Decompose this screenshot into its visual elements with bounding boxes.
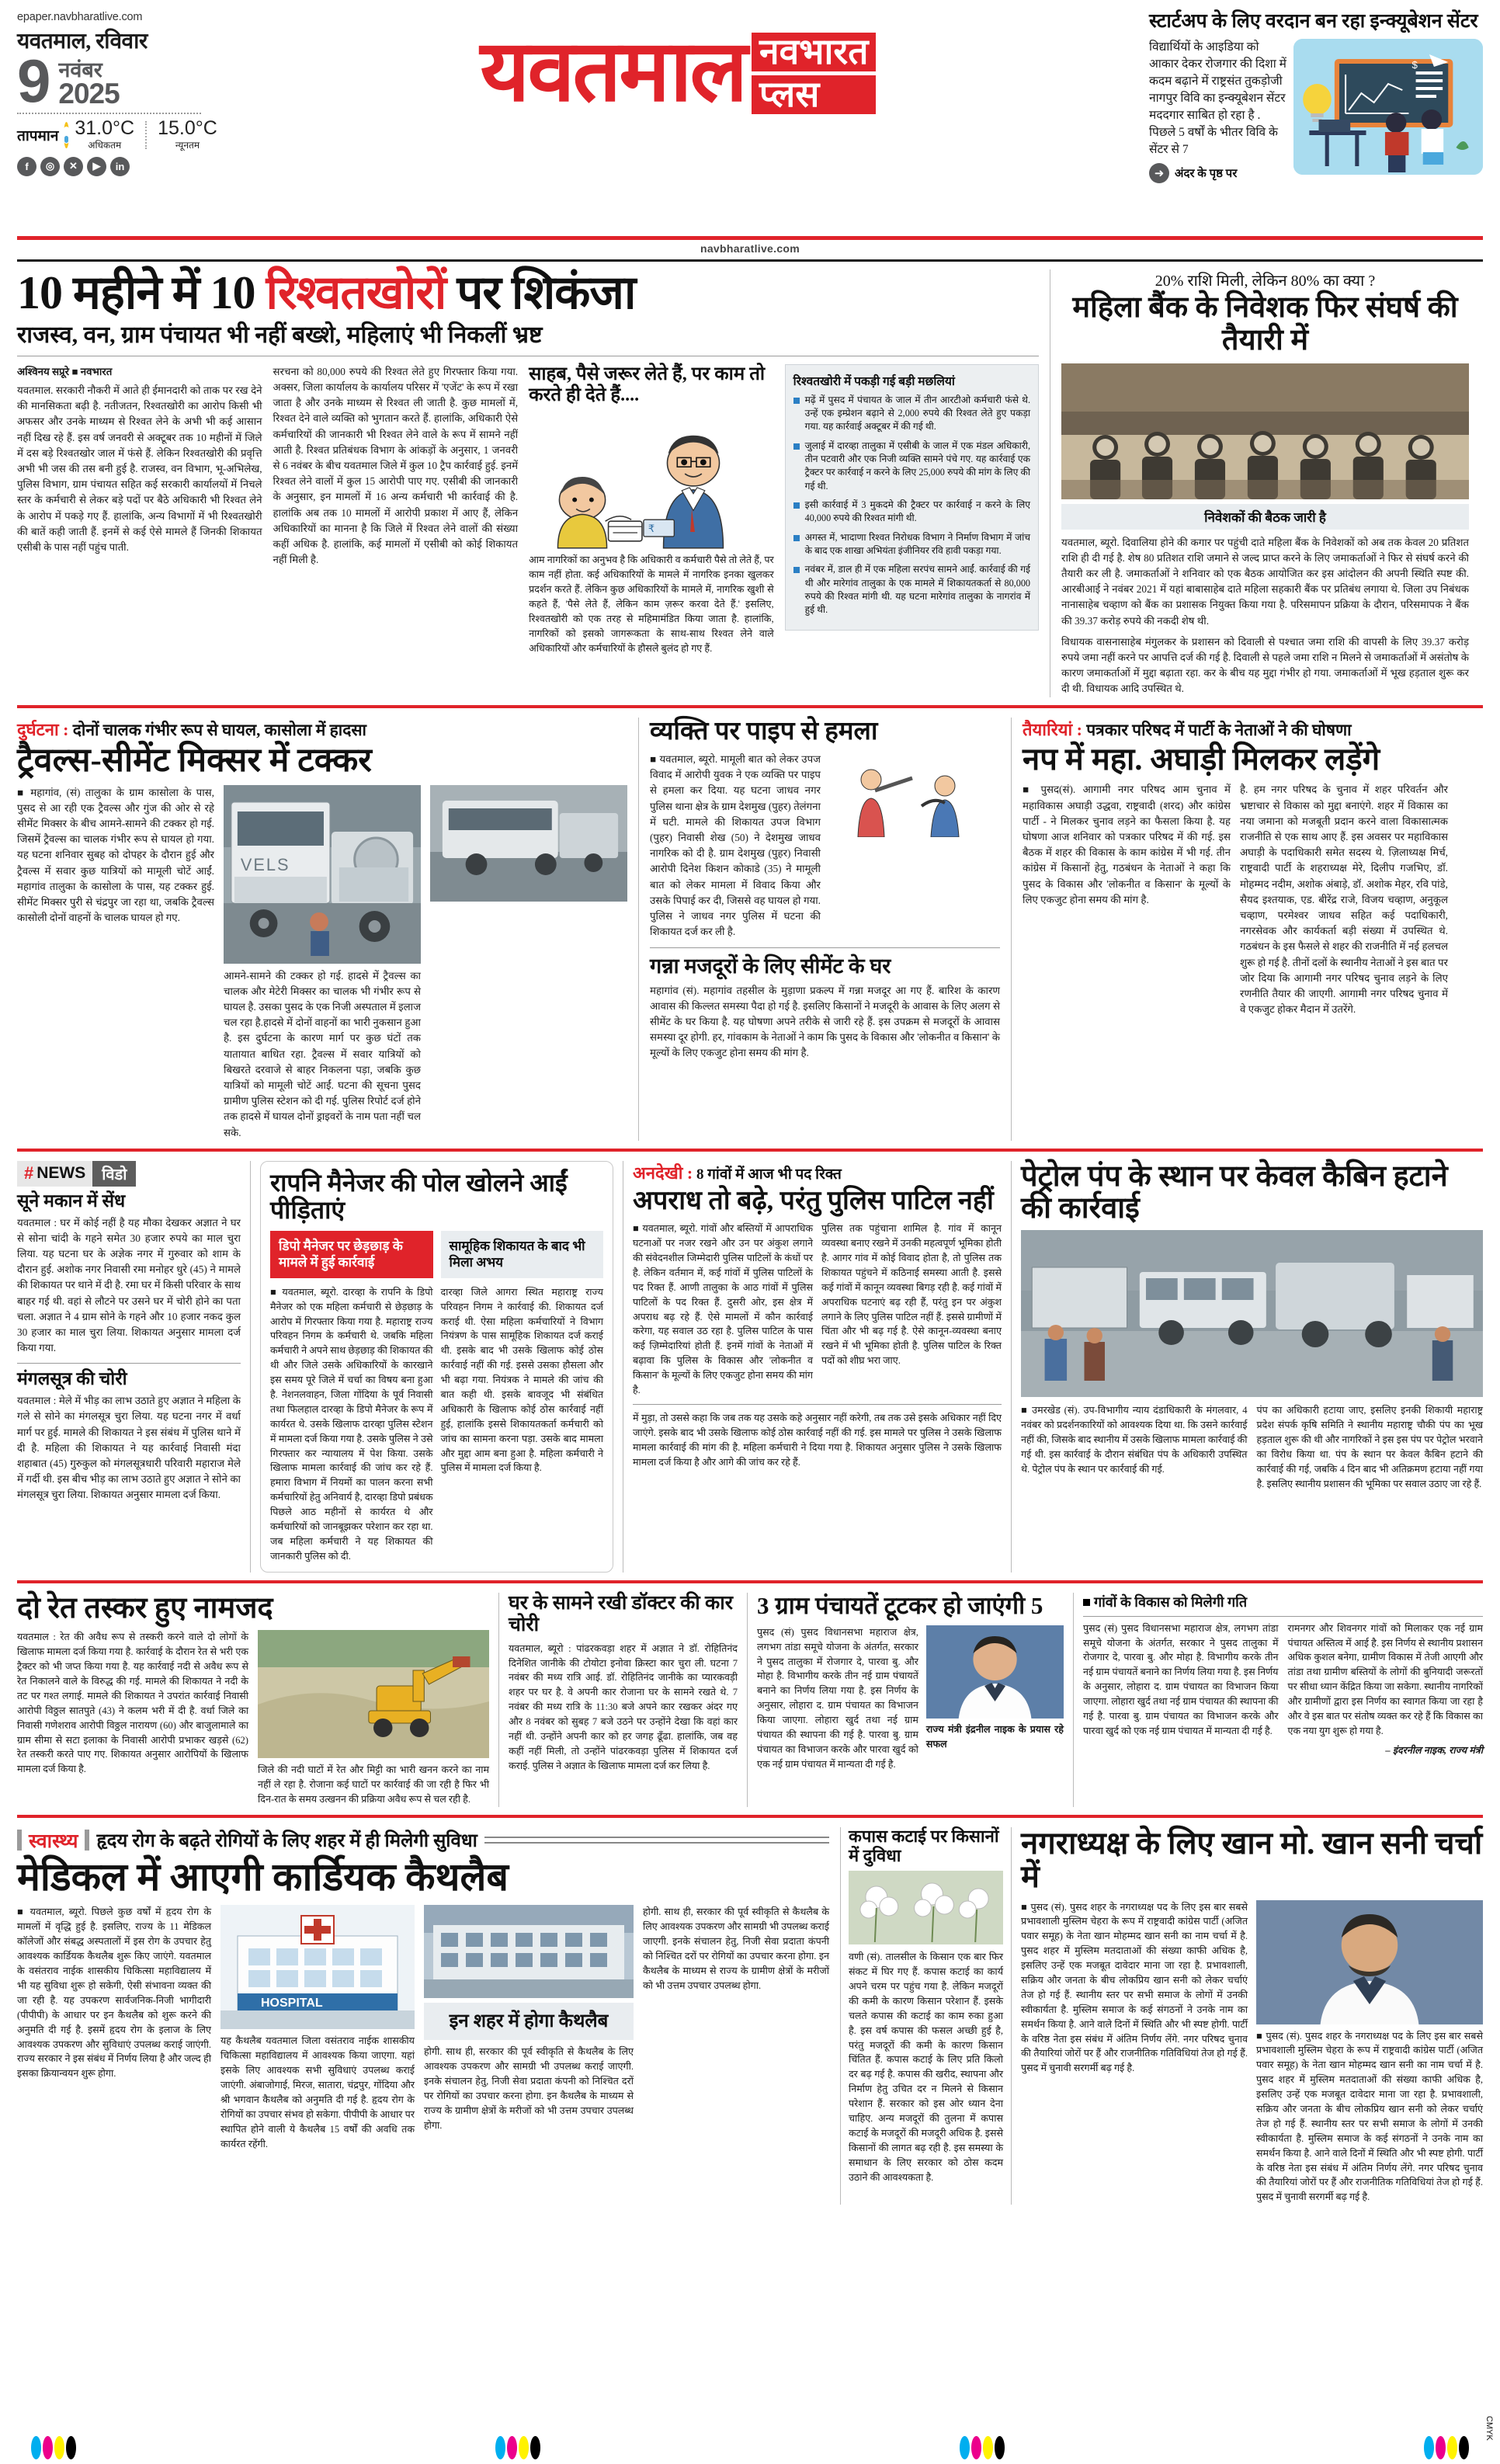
epaper-url[interactable]: epaper.navbharatlive.com [17,11,143,23]
women-bank-text2: विधायक वासनासाहेब मंगुलकर के प्रशासन को दिवाली से पश्चात जमा राशि की वापसी के लिए 39.37 करोड़ रुपये जमा नहीं करने पर आपत्ति दर्ज की गई है. दिवाली से पहले जमा राशि न मिलने से जमाकर्ताओं में असंतोष के कारण जमाकर्ताओं में मुद्दा बढ़ाता रहा. कर के बीच यह मुद्दा गंभीर हो गया. जमाकर्ताओं में भूख हड़ताल शुरू कर दी थी. विधायक आदि उपस्थित थे. [1061,635,1469,695]
social-links[interactable] [17,157,201,176]
health-section-tag [17,1827,829,1854]
quote-headline: साहब, पैसे जरूर लेते हैं, पर काम तो करते ही देते हैं.... [529,363,766,405]
cartoon-caption-text: आम नागरिकों का अनुभव है कि अधिकारी व कर्मचारी पैसे तो लेते हैं, पर काम नहीं होता. कई अधिकारियों के मामले में नागरिक इनका खुलकर प्रदर्शन करते हैं. लेकिन कुछ अधिकारियों के मामले में, नागरिक खुशी से कहते हैं, 'पैसे लेते हैं, लेकिन काम ज़रूर करवा देते हैं.' इसलिए, रिश्वतखोरी को एक तरह से महिमामंडित किया जाता है. हालांकि, नागरिकों को इसको जागरूकता के साथ-साथ रिश्वत लेने वाले अधिकारियों और कर्मचारियों के हौसले बुलंद हो गए हैं. [529,554,774,654]
temp-min-value: 15.0°C [158,116,217,139]
accident-photo [224,785,421,964]
list-item: अगस्त में, भादाणा रिश्वत निरोधक विभाग ने निर्माण विभाग में जांच के बाद एक शाखा अभियंता इंजीनियर रवि हावी पकड़ा गया. [793,531,1030,558]
unseen-col1: ■ यवतमाल, ब्यूरो. गांवों और बस्तियों में आपराधिक घटनाओं पर नजर रखने और उन पर अंकुश लगाने की संवेदनशील जिम्मेदारी पुलिस पाटिलों के कंधों पर है. लेकिन वर्तमान में, कई गांवों में पुलिस पाटिलों के पद रिक्त हैं. आणी तालुका के आठ गांवों में पुलिस पाटिलों के पद रिक्त हैं. दुसरी ओर, इस क्षेत्र में अपराध बढ़ रहे हैं. ऐसे मामलों में कौन कार्रवाई करेगा, यह सवाल उठ रहा है. पुलिस पाटिल के पास कई ज़िम्मेदारियां होती हैं. इनमें गांवों के नेताओं में बढ़ावा कि पुलिस के विकास और 'लोकनीत व किसान' के मूल्यों के लिए एकजुट होना समय की मांग है. [633,1223,813,1396]
sand-col1: यवतमाल : रेत की अवैध रूप से तस्करी करने वाले दो लोगों के खिलाफ मामला दर्ज किया गया है. कार्रवाई के दौरान रेत से भरी एक ट्रैक्टर को भी जप्त किया गया है. यह कार्रवाई नदी से अवैध रूप से रेत निकालने वाले के विरुद्ध की गई. मामले की शिकायत ने नदी के तट पर गश्त लगाई. मामले की शिकायत ने उपरांत कार्रवाई निवासी आरोपी विठ्ठल सातपुते (43) ने कलम भरी में दी है. वर्धा जिले का निवासी गणेशराव आरोपी विठ्ठल नारायण (60) और बाजुलामाले का ग्राम सीमा से सटा इलाका के निवासी आरोपी प्रभाकर खड़से (62) रेत तस्करी करते पाए गए. शिकायत अनुसार आरोपियों के खिलाफ मामला दर्ज किया है. [17,1632,248,1775]
section-rule-4 [17,1815,1483,1818]
health-col2: यह कैथलैब यवतमाल जिला वसंतराव नाईक शासकीय चिकित्सा महाविद्यालय में आवश्यक किया जाएगा. यहां इसके लिए आवश्यक सभी सुविधाएं उपलब्ध कराई जाएंगी. अंबाजोगाई, मिरज, सातारा, चंद्रपुर, गोंदिया और श्री भगवान कैथलैब को अनुमति दी गई है. हृदय रोग के रोगियों का उपचार संभव हो सकेगा. पीपीपी के आधार पर स्थापित होने वाली ये कैथलैब 15 वर्षों की अवधि तक कार्यरत रहेंगी. [220,2035,415,2149]
linkedin-icon[interactable]: in [110,157,130,176]
women-bank-text1: यवतमाल, ब्यूरो. दिवालिया होने की कगार पर पहुंची दाते महिला बैंक के निवेशकों को अब तक केवल 20 प्रतिशत राशि ही दी गई है. शेष 80 प्रतिशत राशि जमाने से जल्द प्राप्त करने के लिए जमाकर्ताओं ने फिर से संघर्ष करने की तैयारी कर ली है. जमाकर्ताओं ने शनिवार को एक बैठक आयोजित कर इस आंदोलन की अपनी स्थिति स्पष्ट की. आरबीआई ने नवंबर 2021 में यहां बाबासाहेब दाते महिला सहकारी बैंक पर प्रतिबंध लगाया थे. जिला उप निबंधक नानासाहेब चव्हाण को बैंक का प्रशासक नियुक्त किया गया है. परिसमापन प्रक्रिया के दौरान, परिसमापक ने बैंक की 39.37 करोड़ रुपये की नकदी शेष थी. [1061,536,1469,627]
cmyk-mark-4 [1424,2436,1469,2459]
health-col3-dup: होगी. साथ ही, सरकार की पूर्व स्वीकृति से कैथलैब के लिए आवश्यक उपकरण और सामग्री भी उपलब्ध कराई जाएगी. इनके संचालन हेतु, निजी सेवा प्रदाता कंपनी को निश्चित दरों पर रोगियों का उपचार करना होगा. इन कैथलैब के माध्यम से राज्य के ग्रामीण क्षेत्रों के मरीजों को भी उत्तम उपचार उपलब्ध होगा. [643,1906,829,1991]
women-bank-story [1050,269,1469,697]
temp-max-value: 31.0°C [75,116,135,139]
band-two [17,718,1483,1141]
temperature-label: तापमान [17,127,59,144]
tag-bar-icon [17,1830,22,1851]
gram-panchayat-headline: 3 ग्राम पंचायतें टूटकर हो जाएंगी 5 [757,1591,1043,1619]
arrow-icon: ➜ [1149,163,1169,183]
doctor-car-story [498,1593,747,1807]
date-year: 2025 [58,77,120,109]
promo-more-label[interactable]: अंदर के पृष्ठ पर [1175,167,1238,180]
logo-navbharat: नवभारत [752,33,876,71]
temp-min-label: न्यूनतम [175,139,200,151]
promo-headline: स्टार्टअप के लिए वरदान बन रहा इन्क्यूबेशन सेंटर [1149,11,1478,32]
accident-col1: ■ महागांव, (सं) तालुका के ग्राम कासोला के पास, पुसद से आ रही एक ट्रैवल्स और गुंज की ओर से रहे सीमेंट मिक्सर के बीच आमने-सामने की टक्कर हो गई. जिसमें ट्रैवल्स का चालक गंभीर रूप से घायल हो गया. यह घटना शनिवार सुबह को दोपहर के दौरान हुई और ट्रैवल्स में सवार कुछ यात्रियों को मामूली चोटें आईं. महागांव तालुका के कासोला के पास, यह टक्कर हुई. सीमेंट मिक्सर पुरी से चंद्रपुर जा रहा था, जबकि ट्रैवल्स कासोली दोनों वाहनों के चालक घायल हो गए. [17,786,214,924]
khan-text-2: ■ पुसद (सं). पुसद शहर के नगराध्यक्ष पद के लिए इस बार सबसे प्रभावशाली मुस्लिम चेहरा के रूप में राष्ट्रवादी कांग्रेस पार्टी (अजित पवार समूह) के नेता खान मोहम्मद खान सनी का नाम चर्चा में है. पुसद शहर में मुस्लिम मतदाताओं की संख्या काफी अधिक है, इसलिए उन्हें एक मजबूत दावेदार माना जा रहा है. प्रभावशाली, सक्रिय और जनता के बीच लोकप्रिय खान सनी को लेकर चर्चाएं तेज हो गई हैं. स्थानीय स्तर पर सभी समाज के लोगों में उनकी स्वीकार्यता है. मुस्लिम समाज के कई संगठनों ने उनके नाम का समर्थन किया है. आने वाले दिनों में स्थिति और भी स्पष्ट होगी. पार्टी के वरिष्ठ नेता इस संबंध में अंतिम निर्णय लेंगे. नगर परिषद चुनाव की तैयारियां जोरों पर हैं और राजनीतिक गतिविधियां तेज हो गई हैं. पुसद में चुनावी सरगर्मी बढ़ गई है. [1256,2030,1483,2203]
svg-text:HOSPITAL: HOSPITAL [261,1997,323,2010]
masthead-left [17,11,217,176]
pipe-attack-story [638,718,1011,1141]
gram-sub-kicker-text: गांवों के विकास को मिलेगी गति [1094,1593,1248,1610]
doctor-car-headline: घर के सामने रखी डॉक्टर की कार चोरी [509,1592,733,1635]
video-tag-label[interactable]: विडो [92,1161,136,1187]
thermometer-icon [64,122,69,148]
big-fish-box-title: रिश्वतखोरी में पकड़ी गई बड़ी मछलियां [793,374,955,388]
health-story [17,1827,840,2205]
accident-story [17,718,638,1141]
tag-lines-decoration [484,1837,829,1844]
sand-story [17,1593,498,1807]
rapni-col1: ■ यवतमाल, ब्यूरो. दारव्हा के रापनि के डिपो मैनेजर को एक महिला कर्मचारी से छेड़छाड़ के आरोप में गिरफ्तार किया गया है. महाराष्ट्र राज्य परिवहन निगम के कर्मचारी थे. जबकि महिला कर्मचारी ने अपने साथ छेड़छाड़ की शिकायत की थी और जिले उसके अधिकारियों के कारखाने इस समय पूरे जिले में चर्चा का विषय बना हुआ है. नेशनलवाहन, जिला गोंदिया के पूर्व निवासी तथा फिलहाल दारव्हा के डिपो मैनेजर के रूप में कार्यरत थे. उसके खिलाफ दारव्हा पुलिस स्टेशन में मामला दर्ज किया गया है. उसके पुलिस ने उसे गिरफ्तार कर न्यायालय में पेश किया. उसके खिलाफ मामला कार्रवाई की जांच कर रहे हैं. हमारा विभाग में नियमों का पालन करना सभी कर्मचारियों हेतु अनिवार्य है, दारव्हा डिपो प्रबंधक पिछले आठ महीनों से कार्यरत थे और कर्मचारियों को जानबूझकर परेशान कर रहा था. जब महिला कर्मचारी ने यह शिकायत की जानकारी पुलिस को दी. [270,1286,433,1562]
khan-text: ■ पुसद (सं). पुसद शहर के नगराध्यक्ष पद के लिए इस बार सबसे प्रभावशाली मुस्लिम चेहरा के रूप में राष्ट्रवादी कांग्रेस पार्टी (अजित पवार समूह) के नेता खान मोहम्मद खान सनी का नाम चर्चा में है. पुसद शहर में मुस्लिम मतदाताओं की संख्या काफी अधिक है, इसलिए उन्हें एक मजबूत दावेदार माना जा रहा है. प्रभावशाली, सक्रिय और जनता के बीच लोकप्रिय खान सनी को लेकर चर्चाएं तेज हो गई हैं. स्थानीय स्तर पर सभी समाज के लोगों में उनकी स्वीकार्यता है. मुस्लिम समाज के कई संगठनों ने उनके नाम का समर्थन किया है. आने वाले दिनों में स्थिति और भी स्पष्ट होगी. पार्टी के वरिष्ठ नेता इस संबंध में अंतिम निर्णय लेंगे. नगर परिषद चुनाव की तैयारियां जोरों पर हैं और राजनीतिक गतिविधियां तेज हो गई हैं. पुसद में चुनावी सरगर्मी बढ़ गई है. [1021,1901,1248,2074]
women-bank-subbar: निवेशकों की बैठक जारी है [1061,504,1469,530]
minister-caption: राज्य मंत्री इंद्रनील नाइक के प्रयास रहे सफल [925,1723,1064,1750]
lead-headline [17,269,1039,317]
khan-story [1011,1827,1483,2205]
edition-city-day: यवतमाल, रविवार [17,30,148,54]
section-rule-3 [17,1580,1483,1583]
logo-navbharat-plus [752,33,876,114]
gram-panchayat-extra [1073,1593,1483,1807]
temperature-block [17,116,217,151]
rapni-col2: दारव्हा जिले आगरा स्थित महाराष्ट्र राज्य परिवहन निगम ने कार्रवाई की. शिकायत दर्ज कराई थी. ऐसा महिला कर्मचारियों ने विभाग नियंत्रण के पास सामूहिक शिकायत दर्ज कराई थी. इसके बाद भी उसके खिलाफ कोई ठोस कार्रवाई नहीं की गई. इससे उसका हौसला और भी बढ़ा गया. नियंत्रक ने मामले की जांच की बात कही थी. इसके बावजूद भी संबंधित अधिकारी के खिलाफ कोई ठोस कार्रवाई नहीं हुई, हालांकि इससे शिकायतकर्ता कर्मचारी को जांच का सामना करना पड़ा. उसके बाद मामला और मुद्दा आम बना हुआ है. महिला कर्मचारी ने पुलिस में मामला दर्ज किया है. [440,1286,603,1474]
gram-extra-col2: रामनगर और शिवनगर गांवों को मिलाकर एक नई ग्राम पंचायत अस्तित्व में आई है. इस निर्णय से स्थानीय प्रशासन अधिक कुशल बनेगा, ग्रामीण विकास में तेजी आएगी और तांडा तथा ग्रामीण बस्तियों के लोगों की बुनियादी जरूरतों पर सीधा ध्यान केंद्रित किया जा सकेगा. स्थानीय नागरिकों और ग्रामीणों द्वारा इस निर्णय का स्वागत किया जा रहा है और वे इस बात पर संतोष व्यक्त कर रहे हैं कि विकास का एक नया युग शुरू हो गया है. [1287,1622,1483,1736]
cmyk-mark-3 [960,2436,1005,2459]
top-section [17,269,1483,697]
unseen-kicker [633,1161,1002,1184]
np-kicker-text: पत्रकार परिषद में पार्टी के नेताओं ने की घोषणा [1082,720,1352,739]
hospital-illustration [220,1905,415,2029]
pipe-attack-text: ■ यवतमाल, ब्यूरो. मामूली बात को लेकर उपज विवाद में आरोपी युवक ने एक व्यक्ति पर पाइप से हमला कर दिया. यह घटना जाधव नगर पुलिस थाना क्षेत्र के ग्राम देशमुख (पुहर) तेलंगना में घटी. मामले की शिकायत उपज विभाग (पुहर) निवासी शेख (50) ने देशमुख जाधव नागरिक को दी है. ग्राम देशमुख (पुहर) निवासी आरोपी दिनेश किशन कोकाडे (35) ने मामूली बात को लेकर मामला में विवाद किया और उसके पिपाई कर दी, जिससे वह घायल हो गया. पुलिस ने जाधव नगर पुलिस में घटना की शिकायत दर्ज कर ली है. [650,752,821,938]
unseen-headline: अपराध तो बढ़े, परंतु पुलिस पाटिल नहीं [633,1186,994,1215]
sugar-cane-text: महागांव (सं). महागांव तहसील के मुड़ाणा प्रकल्प में गन्ना मजदूर आ गए हैं. बारिश के कारण आवास की किल्लत समस्या पैदा हो गई है. इसलिए किसानों ने मजदूरी के आवास के लिए अलग से सीमेंट के घर किया है. यह घोषणा अपने तरीके से जारी रहे हैं. इस उपक्रम से मजदूरों के आवास समस्या दूर होगी. हर, गांवकाम के नेताओं ने काम कि पुसद के विकास और 'लोकनीत व किसान' के मूल्यों के लिए एकजुट होना समय की मांग है. [650,984,1000,1059]
news-tag [17,1161,92,1187]
news-video-column [17,1161,250,1573]
petrol-headline: पेट्रोल पंप के स्थान पर केवल कैबिन हटाने की कार्रवाई [1021,1159,1448,1225]
masthead-black-rule [17,259,1483,262]
promo-box[interactable] [1149,11,1483,183]
promo-text: विद्यार्थियों के आइडिया को आकार देकर रोजगार की दिशा में कदम बढ़ाने में राष्ट्रसंत तुकड़ोजी नागपुर विवि का इन्क्यूबेशन सेंटर मददगार साबित हो रहा है . पिछले 5 वर्षों के भीतर विवि के सेंटर से 7 [1149,40,1286,156]
accident-photo-2 [430,785,627,902]
lead-story [17,269,1050,697]
news-tag-label: NEWS [36,1164,86,1183]
band-four [17,1593,1483,1807]
accident-kicker [17,718,627,741]
sand-col2: जिले की नदी घाटों में रेत और मिट्टी का भारी खनन करने का नाम नहीं ले रहा है. रोजाना कई घाटों पर कार्रवाई की जा रही है फिर भी दिन-रात के समय उत्खनन की प्रक्रिया अवैध रूप से चल रही है. [258,1764,489,1805]
unseen-kicker-text: 8 गांवों में आज भी पद रिक्त [693,1166,842,1183]
cmyk-mark-2 [495,2436,540,2459]
gram-sub-kicker [1083,1593,1483,1611]
rapni-redbox: डिपो मैनेजर पर छेड़छाड़ के मामले में हुई कार्रवाई [270,1231,433,1278]
lead-headline-highlight: रिश्वतखोरों [266,267,446,318]
health-col3: होगी. साथ ही, सरकार की पूर्व स्वीकृति से कैथलैब के लिए आवश्यक उपकरण और सामग्री भी उपलब्ध कराई जाएगी. इनके संचालन हेतु, निजी सेवा प्रदाता कंपनी को निश्चित दरों पर रोगियों का उपचार करना होगा. इन कैथलैब के माध्यम से राज्य के ग्रामीण क्षेत्रों के मरीजों को भी उत्तम उपचार उपलब्ध होगा. [424,2046,634,2131]
cotton-story [840,1827,1011,2205]
lead-column-4 [785,364,1039,656]
rapni-story [250,1161,623,1573]
news-item-1-title: सूने मकान में सेंध [17,1190,126,1211]
np-headline: नप में महा. अघाड़ी मिलकर लड़ेंगे [1023,741,1380,777]
gram-extra-col1: पुसद (सं) पुसद विधानसभा महाराज क्षेत्र, लगभग तांडा समूचे योजना के अंतर्गत, सरकार ने पुसद तालुका में रोजगार दे, पारवा बु. और मोहा है. विभागीय करके तीन नई ग्राम पंचायतें बनाने का निर्णय लिया गया है. इस निर्णय के अनुसार, लोहारा द. ग्राम पंचायत का विभाजन किया जाएगा. लोहारा खुर्द तथा नई ग्राम पंचायत की स्थापना की गई है. पारवा बु. ग्राम पंचायत का विभाजन करके और पारवा खुर्द को एक नई ग्राम पंचायत में मान्यता दी गई है. [1083,1622,1279,1736]
health-col1: ■ यवतमाल, ब्यूरो. पिछले कुछ वर्षों में हृदय रोग के मामलों में वृद्धि हुई है. इसलिए, राज्य के 11 मेडिकल कॉलेजों और संबद्ध अस्पतालों में इस रोग के उपचार हेतु आवश्यक कार्डियक कैथलैब शुरू किए जाएंगे. यवतमाल के वसंतराव नाईक शासकीय चिकित्सा महाविद्यालय में भी यह सुविधा शुरू हो सकेगी, ऐसी संभावना व्यक्त की जा रही है. यह उपकरण सार्वजनिक-निजी भागीदारी (पीपीपी) के आधार पर इन कैथलैब को शुरू करने की अनुमति दी गई है. इसमें हृदय रोग के इलाज के लिए आवश्यक उपकरण और सुविधाएं उपलब्ध कराई जाएंगी. राज्य सरकार ने इस संबंध में निर्णय लिया है और जल्द ही इसका क्रियान्वयन शुरू होगा. [17,1906,211,2080]
rapni-col3: में मुड़ा, तो उससे कहा कि जब तक यह उसके कहे अनुसार नहीं करेगी, तब तक उसे इसके अधिकार नहीं दिए जाएंगे. इसके बाद भी उसके खिलाफ कोई ठोस कार्रवाई नहीं की गई. इस मामले पर पुलिस ने उसके खिलाफ मामला कार्रवाई की मांग की है. महिला कर्मचारी ने दिया गया है. शिकायत अनुसार पुलिस ने उसके खिलाफ मामला दर्ज किया है और आगे की जांच कर रहे हैं. [633,1412,1002,1468]
np-kicker-tag: तैयारियां : [1023,719,1082,739]
list-item: जुलाई में दारव्हा तालुका में एसीबी के जाल में एक मंडल अधिकारी, तीन पटवारी और एक निजी व्यक्ति सामने पंचे गए. यह कार्रवाई एक ट्रैक्टर पर कार्रवाई न करने के लिए 25,000 रुपये की मांग के लिए की गई थी. [793,440,1030,493]
lead-headline-part1: 10 महीने में 10 [17,267,266,318]
pipe-attack-headline: व्यक्ति पर पाइप से हमला [650,717,878,745]
lead-columns [17,364,1039,656]
instagram-icon[interactable]: ◎ [40,157,60,176]
women-bank-headline: महिला बैंक के निवेशक फिर संघर्ष की तैयारी में [1072,291,1458,356]
svg-text:₹: ₹ [648,523,655,535]
cotton-text: वणी (सं). तालसील के किसान एक बार फिर संकट में घिर गए हैं. कपास कटाई का कार्य अपने चरम पर पहुंच गया है. लेकिन मजदूरों की कमी के कारण किसान परेशान हैं. इसके चलते कपास की कटाई का काम रुका हुआ है. इस वर्ष कपास की फसल अच्छी हुई है, परंतु मजदूरों की कमी के कारण किसान चिंतित हैं. कपास कटाई के लिए प्रति किलो दर बढ़ गई है. कपास की खरीद, स्थापना और निर्माण हेतु उचित दर न मिलने से किसान परेशान हैं. सरकार को इस ओर ध्यान देना चाहिए. अन्य मजदूरों की तुलना में कपास कटाई के मजदूरों की मजदूरी अधिक है. इससे किसानों की लागत बढ़ रही है. इस समस्या के समाधान के लिए सरकार को ठोस कदम उठाने की आवश्यकता है. [849,1951,1003,2183]
temp-max-label: अधिकतम [88,139,122,151]
sugar-cane-headline: गन्ना मजदूरों के लिए सीमेंट के घर [650,954,891,978]
gram-panchayat-story [747,1593,1073,1807]
lead-byline: अश्विनय सप्रूरे ■ नवभारत [17,365,113,377]
tag-bar-icon-2 [85,1830,89,1851]
lead-column-1 [17,364,262,656]
band-five [17,1827,1483,2205]
petrol-photo [1021,1230,1483,1397]
unseen-kicker-tag: अनदेखी : [633,1162,693,1183]
np-kicker [1023,718,1452,741]
site-url[interactable]: navbharatlive.com [700,242,800,255]
cmyk-label: CMYK [1484,2416,1494,2441]
petrol-col2: पंप का अधिकारी हटाया जाए, इसलिए इनकी शिकायी महाराष्ट्र प्रदेश संपर्क कृषि समिति ने स्थानीय महाराष्ट्र चौकी पंप का भूख हड़ताल शुरू की थी और नागरिकों ने इस इस पंप पर पेट्रोल भरवाने का विरोध किया था. पंप के स्थान पर केवल कैबिन हटाने की कार्रवाई की गई, जबकि 4 दिन बाद भी अतिक्रमण हटाया नहीं गया है. इसलिए स्थानीय प्रशासन की भूमिका पर सवाल उठाए जा रहे हैं. [1256,1405,1483,1489]
x-twitter-icon[interactable]: ✕ [64,157,83,176]
unseen-story [623,1161,1011,1573]
rapni-graybox: सामूहिक शिकायत के बाद भी मिला अभय [441,1231,604,1278]
big-fish-box [785,364,1039,631]
lead-col1-text: यवतमाल. सरकारी नौकरी में आते ही ईमानदारी को ताक पर रख देने की मानसिकता बढ़ी है. नतीजतन, रिश्वतखोरी का आरोप किसी भी अफसर और उनके माध्यम से रिश्वत लेने के अभी भी कई आसान नहीं दिख रहे हैं. इस वर्ष जनवरी से अक्टूबर तक 10 महीनों में जिले में दस बड़े रिश्वतखोर जाल में फंसे हैं. लेकिन रिश्वतखोरी की प्रवृत्ति अभी भी जस की तस बनी हुई है. राजस्व, वन विभाग, भू-अभिलेख, पुलिस विभाग, ग्राम पंचायत सहित कई सरकारी कार्यालयों में निचले स्तर के कर्मचारी से लेकर बड़े पदों पर बैठे अधिकारी भी रिश्वत लेने के आरोप में पकड़े गए हैं. हालांकि, अन्य विभागों में भी रिश्वतखोरी की बातें कही जाती हैं. इनमें से कई ऐसे मामले हैं जिनकी शिकायत एसीबी के पास नहीं पहुंच पाती. [17,384,262,553]
date-day: 9 [17,47,51,115]
cmyk-registration-marks [0,2436,1500,2459]
petrol-story [1011,1161,1483,1573]
accident-col2: आमने-सामने की टक्कर हो गई. हादसे में ट्रैवल्स का चालक और मेटेरी मिक्सर का चालक भी गंभीर रूप से घायल है. उसका पुसद के एक निजी अस्पताल में इलाज चल रहा है.हादसे में दोनों वाहनों का भारी नुकसान हुआ है. इस दुर्घटना के कारण मार्ग पर कुछ घंटों तक यातायात बाधित रहा. ट्रैवल्स में सवार यात्रियों को बिखरते दरवाजे से बाहर निकलना पड़ा, जबकि कुछ यात्रियों को मामूली चोटें आईं. घटना की सूचना पुसद ग्रामीण पुलिस स्टेशन को दी गई. पुलिस रिपोर्ट दर्ज होने तक हादसे में घायल दोनों ड्राइवरों के नाम पता नहीं चल सके. [224,969,421,1138]
np-politics-story [1011,718,1452,1141]
accident-kicker-text: दोनों चालक गंभीर रूप से घायल, कासोला में हादसा [68,720,366,739]
lead-col2-text: सरचना को 80,000 रुपये की रिश्वत लेते हुए गिरफ्तार किया गया. अक्सर, जिला कार्यालय के कार्यालय परिसर में 'एजेंट' के रूप में रखा जाता है और उनके माध्यम से रिश्वत ली जाती है. कुछ मामलों में, रिश्वत देने वाले व्यक्ति को भुगतान करते हैं. हालांकि, अधिकारी ऐसे कर्मचारियों की जानकारी भी रिश्वत लेने वाले के रूप में सामने नहीं आती है. रिश्वत प्रतिबंधक विभाग के आंकड़ों के अनुसार, 1 जनवरी से 6 नवंबर के बीच यवतमाल जिले में कुल 10 ट्रैप कार्रवाई हुई. इनमें रिश्वत लेने वालों में कुल 15 आरोपी पाए गए. एसीबी की जानकारी के अनुसार, इन मामलों में 16 अन्य कर्मचारी भी कार्रवाई की है. हालांकि अब तक 10 मामलों में आरोपी प्रकाश में आए हैं, लेकिन अधिकारियों का मानना है कि जिले में रिश्वत लेने वालों की संख्या कहीं अधिक है. हालांकि, कई मामलों में एसीबी को कोई शिकायत नहीं मिली है. [273,365,519,566]
lead-subheadline: राजस्व, वन, ग्राम पंचायत भी नहीं बख्शे, महिलाएं भी निकलीं भ्रष्ट [17,322,543,349]
accident-kicker-tag: दुर्घटना : [17,719,69,739]
sand-photo [258,1630,489,1758]
lead-headline-part2: पर शिकंजा [446,267,636,318]
np-col2: है. हम नगर परिषद के चुनाव में शहर परिवर्तन और भ्रष्टाचार से विकास को मुद्दा बनाएंगे. शहर में विकास का नया जमाना को मजबूती प्रदान करने वाला विकासात्मक राजनीति से एक साथ आए हैं. इस अवसर पर महाविकास अघाड़ी के पदाधिकारी समेत सदस्य थे. ज़िलाध्यक्ष मिर्च, राष्ट्रवादी पार्टी के शहराध्यक्ष मेरे, दिलीप गजभिए, डॉ. मोहम्मद नदीम, अशोक अंबाड़े, डॉ. अशोक मेहर, रवि पांडे, सैयद इश्तयाक, एड. बीरेंद्र राजे, विजय चव्हाण, अनुकूल चव्हाण, परमेश्वर जाधव सहित कई पदाधिकारी, नगरसेवक और कार्यकर्ता बड़ी संख्या में उपस्थित थे. गठबंधन के इस फैसले से शहर की राजनीति में नई हलचल शुरू हो गई है. तीनों दलों के स्थानीय नेताओं ने इस बात पर जोर दिया कि आगामी नगर परिषद चुनाव लड़ने के लिए रणनीति तैयार की जाएगी. आगामी नगर परिषद चुनाव में वे एकजुट होकर मैदान में उतरेंगे. [1240,784,1448,1016]
gram-col1: पुसद (सं) पुसद विधानसभा महाराज क्षेत्र, लगभग तांडा समूचे योजना के अंतर्गत, सरकार ने पुसद तालुका में रोजगार दे, पारवा बु. और मोहा है. विभागीय करके तीन नई ग्राम पंचायतें बनाने का निर्णय लिया गया है. इस निर्णय के अनुसार, लोहारा द. ग्राम पंचायत का विभाजन किया जाएगा. लोहारा खुर्द तथा नई ग्राम पंचायत की स्थापना की गई है. पारवा बु. ग्राम पंचायत का विभाजन करके और पारवा खुर्द को एक नई ग्राम पंचायत में मान्यता दी गई है. [757,1626,918,1770]
minister-quote-attribution: – इंदरनील नाइक, राज्य मंत्री [1385,1744,1483,1756]
women-bank-kicker: 20% राशि मिली, लेकिन 80% का क्या ? [1155,273,1376,290]
date-month: नवंबर [58,57,102,82]
health-box-title: इन शहर में होगा कैथलैब [424,2003,634,2040]
lead-column-2 [273,364,519,656]
promo-illustration [1293,39,1483,175]
big-fish-list [793,394,1030,617]
health-building-photo [424,1905,634,1998]
women-bank-photo [1061,363,1469,499]
cmyk-mark-1 [31,2436,76,2459]
np-col1: ■ पुसद(सं). आगामी नगर परिषद आम चुनाव में महाविकास अघाड़ी उद्धवा, राष्ट्रवादी (शरद) और कांग्रेस पार्टी - ने मिलकर चुनाव लड़ने का फैसला किया है. यह घोषणा आज शनिवार को पत्रकार परिषद में की गई. इस बैठक में शहर की विकास के काम कांग्रेस में भी गई. तीन कांग्रेस में किसानों हेतु, गठबंधन के नेताओं ने कहा कि पुसद के विकास और 'लोकनीत व किसान' के मूल्यों के लिए एकजुट होना समय की मांग है. [1023,784,1231,905]
date-block [17,47,201,115]
health-tag-text: हृदय रोग के बढ़ते रोगियों के लिए शहर में ही मिलेगी सुविधा [96,1831,477,1852]
rapni-headline: रापनि मैनेजर की पोल खोलने आईं पीड़िताएं [270,1168,568,1225]
health-headline: मेडिकल में आएगी कार्डियक कैथलैब [17,1854,509,1899]
facebook-icon[interactable]: f [17,157,36,176]
rapni-card [260,1161,613,1573]
masthead-logo[interactable] [207,11,1149,119]
khan-photo [1256,1900,1483,2024]
khan-headline: नगराध्यक्ष के लिए खान मो. खान सनी चर्चा में [1021,1825,1483,1894]
masthead [17,0,1483,233]
news-video-tag[interactable] [17,1161,180,1187]
unseen-col2: पुलिस तक पहुंचाना शामिल है. गांव में कानून व्यवस्था बनाए रखने में उनकी महत्वपूर्ण भूमिका होती है. आगर गांव में कोई विवाद होता है, तो पुलिस तक शिकायत पहुंचने में कठिनाई समस्या आती है. इससे कई गांवों में कानून व्यवस्था बिगड़ रही है. कई गांवों में अपराधिक घटनाएं बढ़ रही हैं, परंतु इन पर अंकुश लगाने के लिए पुलिस पाटिल नहीं हैं. इससे ग्रामीणों में चिंता और भी बढ़ गई है. ऐसे कानून-व्यवस्था बनाए रखने में भी भूमिका होती है. पुलिस पाटिल के रिक्त पदों को शीघ्र भरा जाए. [821,1223,1002,1367]
doctor-car-text: यवतमाल, ब्यूरो : पांढरकवड़ा शहर में अज्ञात ने डॉ. रोहितिनंद दिनेशित जानीके की टोयोटा इनोवा क्रिस्टा कार चुरा ली. घटना 7 नवंबर की मध्य रात्रि आई. डॉ. रोहितिनंद जानीके का प्यारकवड़ी शहर पर घर है. वे अपनी कार रोजाना घर के सामने रखते थे. 7 नवंबर की मध्य रात्रि के 11:30 बजे अपने कार रखकर अंदर गए और 8 नवंबर को सुबह 7 बजे उठने पर उन्होंने देखा कि वहां कार नहीं थी. उन्होंने अपनी कार को हर जगह ढूँढा. हालांकि, जब वह कहीं नहीं मिली, तो उन्होंने पांढरकवड़ा पुलिस में शिकायत दर्ज कराई. पुलिस ने अज्ञात के खिलाफ मामला दर्ज कर लिया है. [509,1642,738,1771]
temp-separator [145,121,147,149]
square-bullet-icon [1083,1599,1090,1606]
list-item: इसी कार्रवाई में 3 मुकदमे की ट्रैक्टर पर कार्रवाई न करने के लिए 40,000 रुपये की रिश्वत मांगी थी. [793,499,1030,526]
sand-headline: दो रेत तस्कर हुए नामजद [17,1591,273,1625]
petrol-col1: ■ उमरखेड (सं). उप-विभागीय न्याय दंडाधिकारी के मंगलवार, 4 नवंबर को प्रदर्शनकारियों को आवश्यक दिया था. कि उसने कार्रवाई नहीं की, जिसके बाद स्थानीय में उसके खिलाफ मामला कार्रवाई की गई थी. इस कार्रवाई के दौरान संबंधित पंप के अधिकारी उपस्थित थे. पेट्रोल पंप के स्थान पर कार्रवाई की गई. [1021,1405,1248,1475]
minister-photo [926,1625,1064,1719]
svg-text:$: $ [1411,58,1418,71]
logo-yavatmal: यवतमाल [480,24,746,119]
cotton-headline: कपास कटाई पर किसानों में दुविधा [849,1826,999,1865]
section-rule-2 [17,1149,1483,1152]
band-three [17,1161,1483,1573]
cotton-photo [849,1871,1003,1944]
youtube-icon[interactable]: ▶ [87,157,106,176]
health-tag-label: स्वास्थ्य [29,1830,78,1852]
news-item-2-text: यवतमाल : मेले में भीड़ का लाभ उठाते हुए अज्ञात ने महिला के गले से सोने का मंगलसूत्र चुरा लिया. यह घटना नगर में वर्धा मार्ग पर हुई. मामले की शिकायत ने इस संबंध में पुलिस थाने में दी है. महिला की शिकायत ने यह कार्रवाई निवासी मंदा शहाबात (45) गुरुकुल को मंगलसूत्रधारी परिवारी महाराज मेले में गर्दी थी. इस बीच भीड़ का लाभ उठाते हुए अज्ञात ने सोने का मंगलसूत्र चुरा लिया. शिकायत अनुसार मामला दर्ज किया. [17,1395,241,1501]
pipe-attack-illustration [828,752,995,837]
list-item: मढ़ें में पुसद में पंचायत के जाल में तीन आरटीओ कर्मचारी फंसे थे. उन्हें एक इम्प्रेशन बढ़ाने से 2,000 रुपये की रिश्वत लेते हुए पकड़ा गया. यह कार्रवाई अक्टूबर में की गई थी. [793,394,1030,434]
logo-plus: प्लस [752,75,876,114]
section-rule-1 [17,705,1483,708]
list-item: नवंबर में, डाल ही में एक महिला सरपंच सामने आईं. कार्रवाई की गई थी और मारेगांव तालुका के एक मामले में शिकायतकर्ता से 80,000 रुपये की रिश्वत मांगी थी. यह घटना मारेगांव तालुका के नागरांव में हुई थी. [793,563,1030,617]
lead-column-3 [529,364,774,656]
news-item-1-text: यवतमाल : घर में कोई नहीं है यह मौका देखकर अज्ञात ने घर से सोना चांदी के गहने समेत 30 हजार रुपये का माल चुरा लिया. यह घटना घर के अज्ञेक नगर में गुरुवार को शाम के दौरान हुई. अशोक नगर निवासी रमा मनोहर धुरे (45) ने मामले की शिकायत पर थाने में दी है. रमा घर में किसी परिवार के साथ बाहर गई थी. वहां से लौटने पर उसने घर में चोरी होने का पता चला. अज्ञात ने 4 ग्राम सोने के गहने और 10 हजार नकद कुल 30 हजार का माल चुरा लिया. शिकायत अनुसार मामला दर्ज किया गया. [17,1216,241,1354]
accident-headline: ट्रैवल्स-सीमेंट मिक्सर में टक्कर [17,742,372,779]
svg-text:VELS: VELS [240,854,290,874]
hash-icon: # [24,1163,34,1183]
cartoon-illustration [529,405,774,553]
news-item-2-title: मंगलसूत्र की चोरी [17,1369,127,1389]
